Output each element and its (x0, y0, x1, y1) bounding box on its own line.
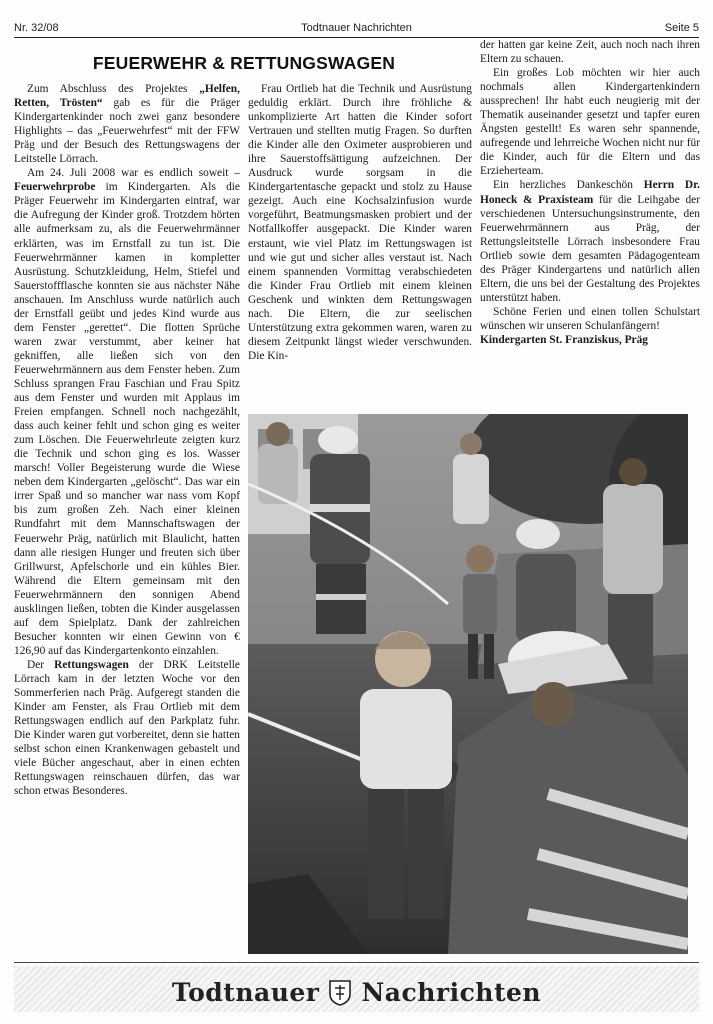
article-column-1 (14, 82, 240, 962)
article-signature: Kindergarten St. Franziskus, Präg (480, 333, 649, 346)
page-header (14, 22, 699, 36)
masthead (0, 978, 713, 1008)
page-number: Seite 5 (664, 22, 699, 34)
coat-of-arms-icon (329, 980, 351, 1006)
newspaper-name: Todtnauer Nachrichten (301, 22, 412, 34)
paragraph: Ein herzliches Dankeschön Herrn Dr. Honeck & Praxisteam für die Leihgabe der verschiedenen Untersuchungsinstrumente, den Feuerwehrmännern aus Präg, der Rettungsleitstelle Lörrach insbesondere Frau Ortlieb sowie dem gesamten Pädagogenteam des Präger Kindergartens und natürlich allen Eltern, die uns bei der Gestaltung des Projektes unterstützt haben. (480, 179, 700, 304)
bold-text: „Helfen, Retten, Trösten“ (14, 83, 240, 110)
paragraph: der hatten gar keine Zeit, auch noch nach ihren Eltern zu schauen. (480, 39, 700, 66)
paragraph: Ein großes Lob möchten wir hier auch nochmals allen Kindergartenkindern aussprechen! Ihr habt euch neugierig mit der Thematik auseinander gesetzt und tapfer euren Ängsten gestellt! Es waren sehr spannende, aufregende und lehrreiche Wochen nicht nur für die Kinder, auch für die Eltern und das Erzieherteam. (480, 67, 700, 178)
bold-text: Herrn Dr. Honeck & Praxisteam (480, 179, 700, 206)
bold-text: Rettungswagen (54, 658, 129, 671)
paragraph: Der Rettungswagen der DRK Leitstelle Lörrach kam in der letzten Woche vor den Sommerferien nach Präg. Aufgeregt standen die Kinder am Fenster, als Frau Ortlieb mit dem Rettungswagen endlich auf den Parkplatz fuhr. Die Kinder waren gut vorbereitet, denn sie hatten selbst schon einen Krankenwagen gebastelt und viele Bücher angeschaut, aber in einen echten Rettungswagen reinschauen dürfen, das war schon etwas Besonderes. (14, 658, 240, 798)
paragraph: Frau Ortlieb hat die Technik und Ausrüstung geduldig erklärt. Durch ihre fröhliche & unkomplizierte Art hatten die Kinder sofort Vertrauen und stellten mutig Fragen. So durften die Kinder alle den Oximeter ausprobieren und ihre Sauerstoffsättigung aufzeichnen. Der Ausdruck wurde sorgsam in die Kindergartentasche gepackt und stolz zu Hause gezeigt. Auch eine Kochsalzinfusion wurde vorgeführt, Beatmungsmasken probiert und der Notfallkoffer ausgepackt. Die Kinder waren erstaunt, wie viel Platz im Rettungswagen ist und wie gut und sicher alles verstaut ist. Nach einem spannenden Vormittag verabschiedeten die Kinder Frau Ortlieb mit einem kleinen Geschenk und winkten dem Rettungswagen nach. Die Eltern, die zur seelischen Unterstützung extra gekommen waren, waren zu diesem Zeitpunkt längst wieder verschwunden. Die Kin- (248, 83, 472, 362)
bold-text: Feuerwehrprobe (14, 181, 96, 194)
masthead-left: Todtnauer (171, 978, 320, 1007)
issue-number: Nr. 32/08 (14, 22, 59, 34)
article-column-2 (248, 82, 472, 412)
article-photo (248, 414, 688, 954)
masthead-right: Nachrichten (361, 978, 542, 1007)
article-title: FEUERWEHR & RETTUNGSWAGEN (92, 53, 396, 73)
paragraph: Zum Abschluss des Projektes „Helfen, Retten, Trösten“ gab es für die Präger Kindergartenkinder noch zwei ganz besondere Highlights – das „Feuerwehrfest“ mit der FFW Präg und der Besuch des Rettungswagens der Leitstelle Lörrach. (14, 83, 240, 166)
article-column-3 (480, 38, 700, 410)
footer-rule (14, 962, 699, 963)
firefighters-children-photo (248, 414, 688, 954)
paragraph: Am 24. Juli 2008 war es endlich soweit – Feuerwehrprobe im Kindergarten. Als die Präger Feuerwehr im Kindergarten eintraf, war die Aufregung der Kinder groß. Trotzdem hörten alle aufmerksam zu, als die Feuerwehrmänner erklärten, was im Ernstfall zu tun ist. Die Feuerwehrmänner kamen in kompletter Ausrüstung. Schutzkleidung, Helm, Stiefel und Sauerstoffflasche konnten sie aus nächster Nähe anschauen. Im Anschluss wurde natürlich auch der Ernstfall geübt und jedes Kind wurde aus dem Fenster „gerettet“. Die flotten Sprüche waren zwar verstummt, aber keiner hat gekniffen, alle ließen sich von den Feuerwehrmännern aus dem Fenster heben. Zum Schluss sprangen Frau Faschian und Frau Spitz aus dem Fenster und wurden mit Applaus im Freien empfangen. Schnell noch nachgezählt, dass auch keiner fehlt und schon ging es weiter zum Löschen. Die Feuerwehrleute zeigten kurz die Technik und schon ging es los. Wasser marsch! Voller Begeisterung wurde die Wiese neben dem Kindergarten „gelöscht“. Das war ein irrer Spaß und so mancher war nass vom Kopf bis zum großen Zeh. Nach einer kleinen Rundfahrt mit dem Mannschaftswagen der Feuerwehr Präg, natürlich mit Blaulicht, hatten dann alle riesigen Hunger und freuten sich über Grillwurst, Apfelschorle und ein kühles Bier. Während die Eltern gemeinsam mit den Feuerwehrmännern den sonnigen Abend ausklingen ließen, tobten die Kinder ausgelassen auf dem Spielplatz. Dank der zahlreichen Besucher konnten wir einen Gewinn von € 126,90 auf das Kindergartenkonto einzahlen. (14, 167, 240, 657)
paragraph: Schöne Ferien und einen tollen Schulstart wünschen wir unseren Schulanfängern! (480, 305, 700, 332)
